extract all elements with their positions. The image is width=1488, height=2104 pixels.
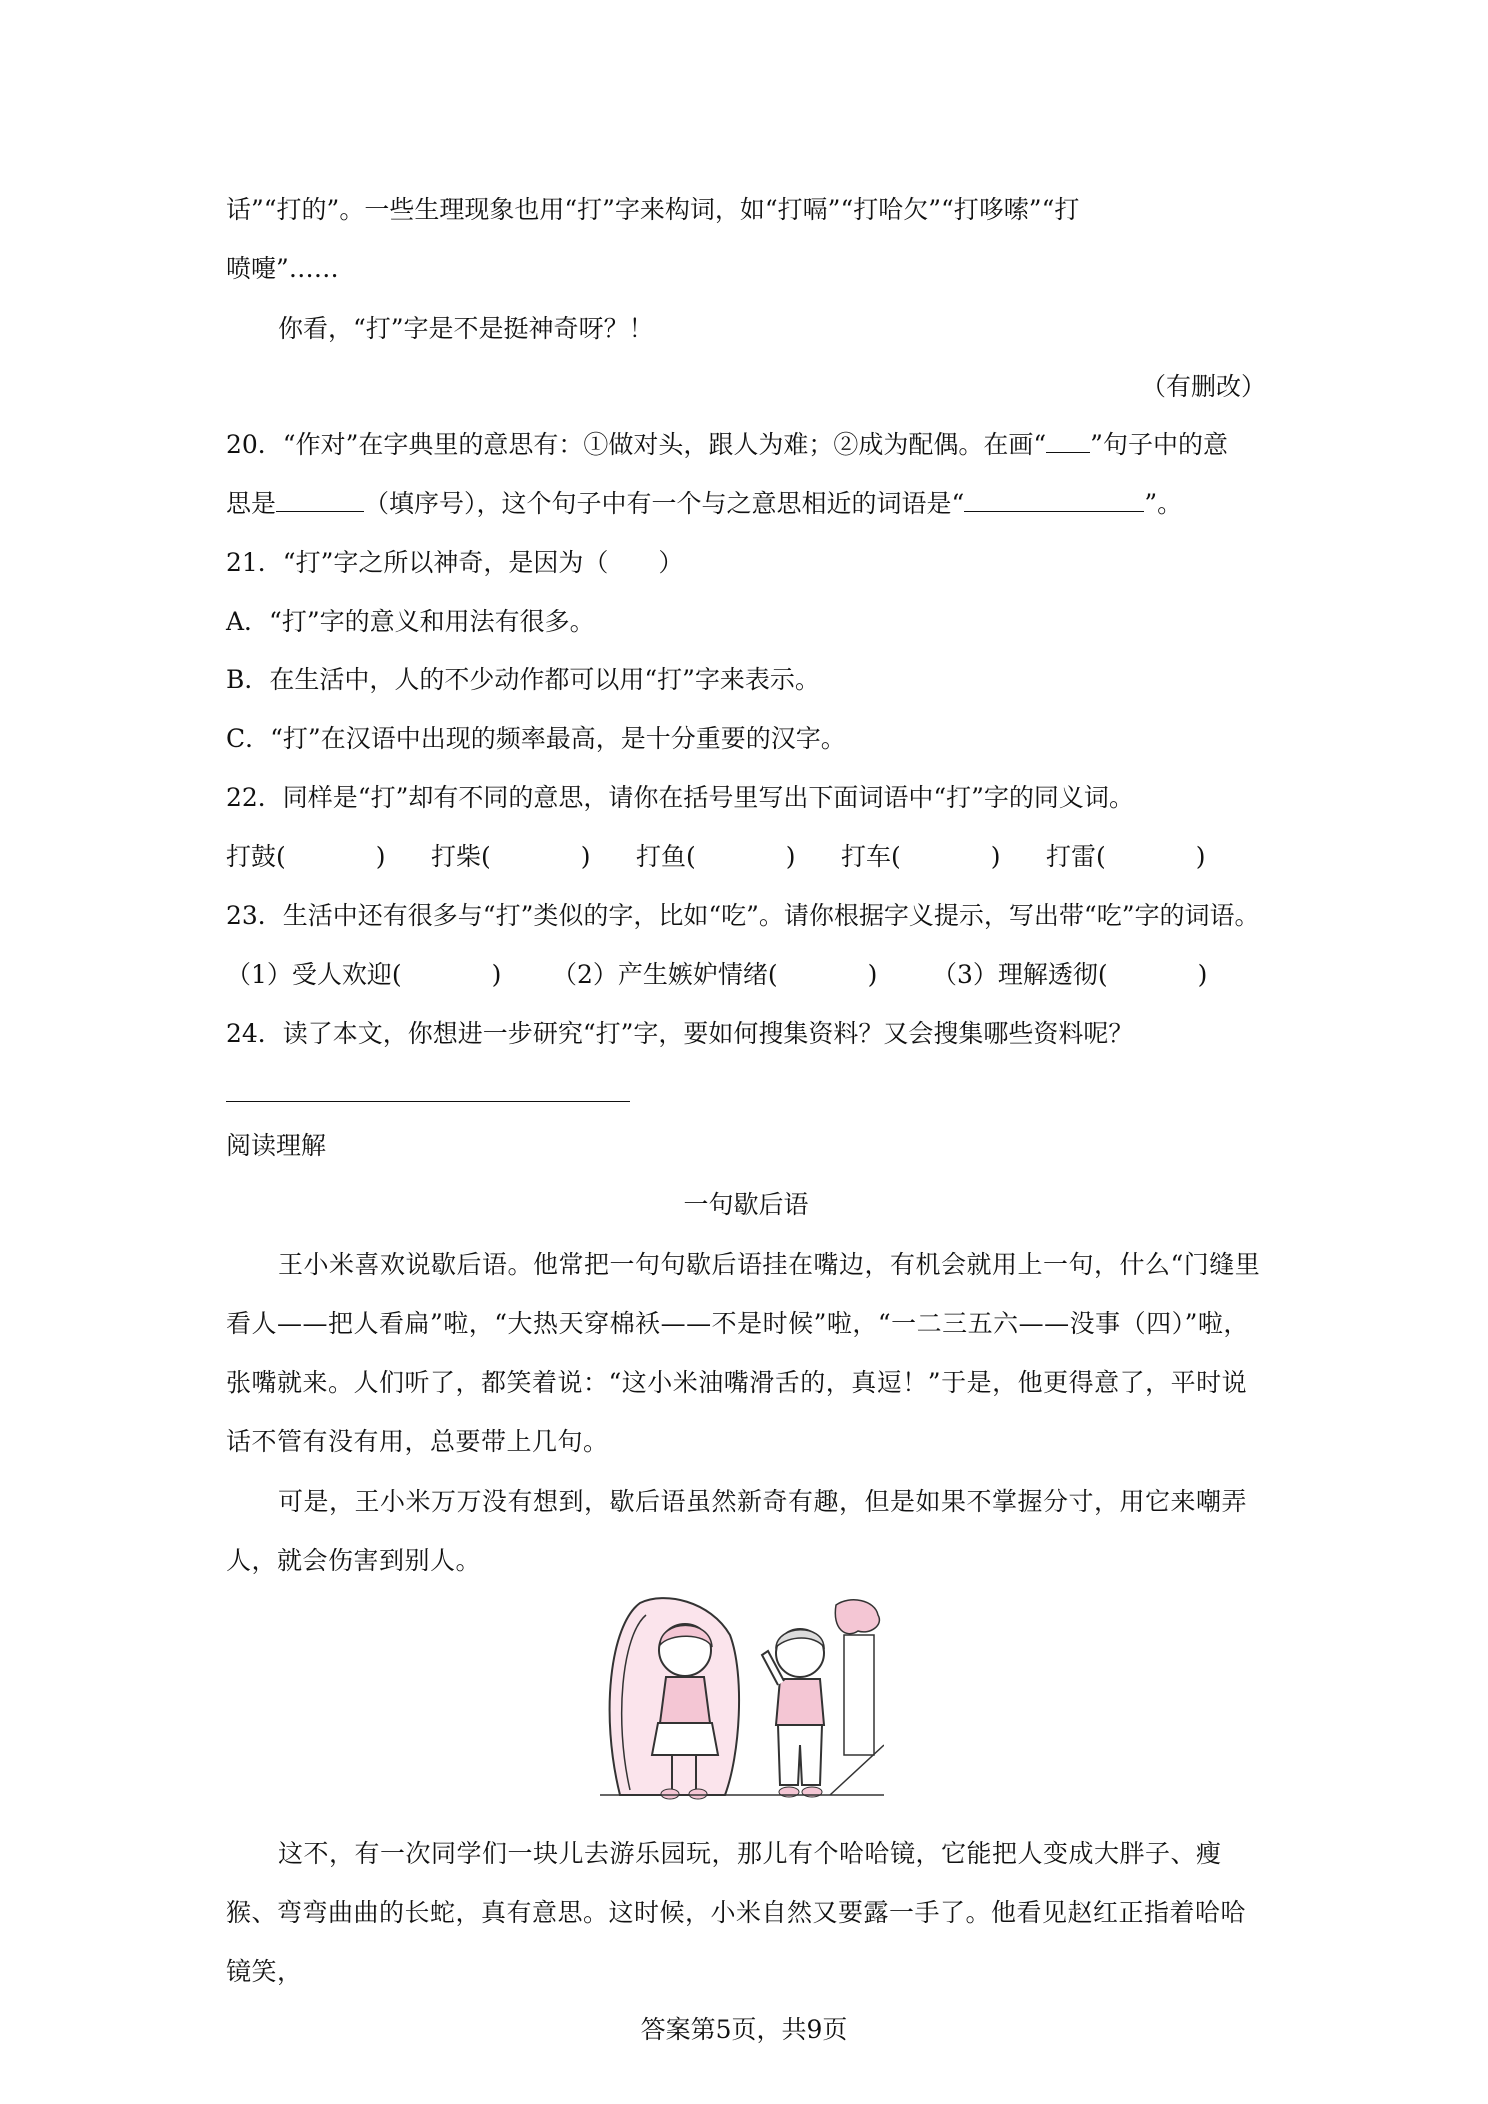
option-b[interactable]: B．在生活中，人的不少动作都可以用“打”字来表示。 xyxy=(226,665,820,694)
close-paren: ) xyxy=(990,842,1001,871)
option-a[interactable]: A．“打”字的意义和用法有很多。 xyxy=(226,607,595,636)
option-c[interactable]: C．“打”在汉语中出现的频率最高，是十分重要的汉字。 xyxy=(226,724,846,753)
q22-item-label: 打车( xyxy=(841,842,901,871)
q20-text: ”句子中的意 xyxy=(1090,430,1228,459)
answer-line[interactable] xyxy=(226,1101,630,1102)
source-note: （有删改） xyxy=(1140,372,1266,401)
question-23-items xyxy=(226,955,1266,995)
story-title: 一句歇后语 xyxy=(683,1190,809,1219)
q22-item-label: 打雷( xyxy=(1046,842,1106,871)
question-20 xyxy=(226,425,1266,465)
q23-item[interactable] xyxy=(552,955,932,995)
passage-line: 话”“打的”。一些生理现象也用“打”字来构词，如“打嗝”“打哈欠”“打哆嗦”“打 xyxy=(226,195,1080,224)
question-21: 21．“打”字之所以神奇，是因为（ ） xyxy=(226,548,684,577)
story-paragraph-3 xyxy=(226,1824,1266,2001)
q20-underlined-blank[interactable] xyxy=(1046,428,1090,453)
page-footer: 答案第5页，共9页 xyxy=(640,2015,848,2044)
q20-text: 20．“作对”在字典里的意思有：①做对头，跟人为难；②成为配偶。在画“ xyxy=(226,430,1047,459)
question-23: 23．生活中还有很多与“打”类似的字，比如“吃”。请你根据字义提示，写出带“吃”字的词语。 xyxy=(226,901,1260,930)
story-paragraph-2 xyxy=(226,1472,1266,1590)
q22-item-label: 打鼓( xyxy=(226,842,286,871)
close-paren: ) xyxy=(867,960,878,989)
q23-item-label: （3）理解透彻( xyxy=(932,960,1108,989)
question-20-cont xyxy=(226,484,1266,524)
question-24: 24．读了本文，你想进一步研究“打”字，要如何搜集资料？又会搜集哪些资料呢？ xyxy=(226,1019,1134,1048)
q22-item-label: 打鱼( xyxy=(636,842,696,871)
q23-item[interactable] xyxy=(932,955,1207,995)
section-label: 阅读理解 xyxy=(226,1131,327,1160)
close-paren: ) xyxy=(580,842,591,871)
q22-item[interactable] xyxy=(431,837,636,877)
close-paren: ) xyxy=(1197,960,1208,989)
illustration-kids-at-funhouse-mirror xyxy=(600,1595,884,1805)
story-paragraph-1 xyxy=(226,1235,1266,1471)
close-paren: ) xyxy=(1195,842,1206,871)
paragraph-text: 王小米喜欢说歇后语。他常把一句句歇后语挂在嘴边，有机会就用上一句，什么“门缝里看人——把人看扁”啦，“大热天穿棉袄——不是时候”啦，“一二三五六——没事（四）”啦，张嘴就来。人们听了，都笑着说：“这小米油嘴滑舌的，真逗！”于是，他更得意了，平时说话不管有没有用，总要带上几句。 xyxy=(226,1250,1261,1456)
passage-line: 你看，“打”字是不是挺神奇呀？！ xyxy=(278,314,654,343)
q22-item[interactable] xyxy=(226,837,431,877)
q20-text: ”。 xyxy=(1144,489,1183,518)
q20-answer-blank[interactable] xyxy=(276,487,364,512)
paragraph-text: 可是，王小米万万没有想到，歇后语虽然新奇有趣，但是如果不掌握分寸，用它来嘲弄人，就会伤害到别人。 xyxy=(226,1487,1248,1575)
q22-item[interactable] xyxy=(841,837,1046,877)
q23-item-label: （2）产生嫉妒情绪( xyxy=(552,960,778,989)
close-paren: ) xyxy=(491,960,502,989)
question-22: 22．同样是“打”却有不同的意思，请你在括号里写出下面词语中“打”字的同义词。 xyxy=(226,783,1134,812)
q22-item[interactable] xyxy=(636,837,841,877)
paragraph-text: 这不，有一次同学们一块儿去游乐园玩，那儿有个哈哈镜，它能把人变成大胖子、瘦猴、弯弯曲曲的长蛇，真有意思。这时候，小米自然又要露一手了。他看见赵红正指着哈哈镜笑， xyxy=(226,1839,1247,1986)
close-paren: ) xyxy=(375,842,386,871)
passage-line: 喷嚏”…… xyxy=(226,254,339,283)
q22-item[interactable] xyxy=(1046,837,1206,877)
q20-text: 思是 xyxy=(226,489,277,518)
q22-item-label: 打柴( xyxy=(431,842,491,871)
q20-text: （填序号），这个句子中有一个与之意思相近的词语是“ xyxy=(364,489,965,518)
q23-item[interactable] xyxy=(226,955,552,995)
q23-item-label: （1）受人欢迎( xyxy=(226,960,402,989)
close-paren: ) xyxy=(785,842,796,871)
question-22-items xyxy=(226,837,1266,877)
q20-word-blank[interactable] xyxy=(964,487,1144,512)
